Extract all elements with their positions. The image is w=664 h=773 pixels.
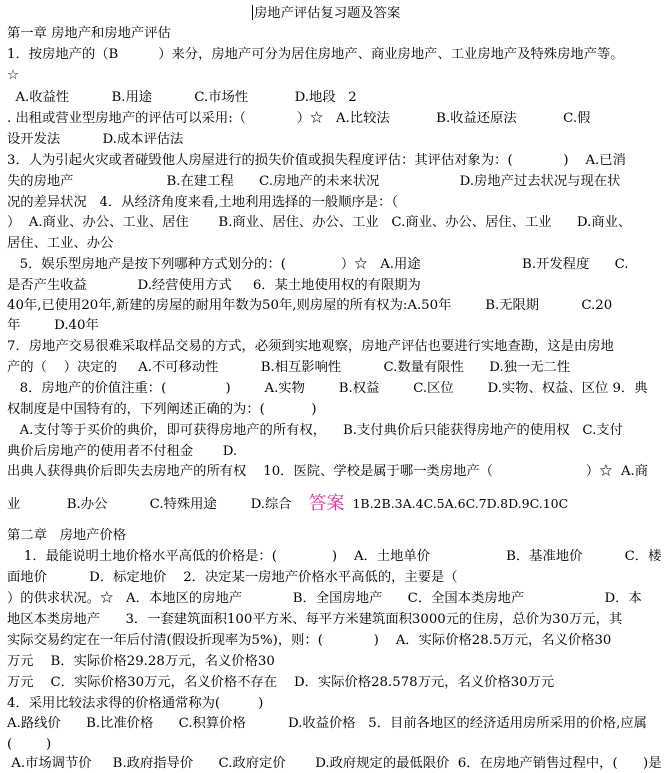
title-text: 房地产评估复习题及答案 (254, 6, 401, 21)
answer-values: 1B.2B.3A.4C.5A.6C.7D.8D.9C.10C (344, 496, 569, 511)
question-line: 失的房地产 B.在建工程 C.房地产的未来状况 D.房地产过去状况与现在状 (7, 174, 621, 189)
chapter2-heading: 第二章 房地产价格 (7, 528, 127, 543)
question-line: ☆ (7, 68, 19, 83)
question-line: 40年,已使用20年,新建的房屋的耐用年数为50年,则房屋的所有权为:A.50年 B.无限期 C.20 (7, 298, 613, 313)
question-line: 8．房地产的价值注重：( ) A.实物 B.权益 C.区位 D.实物、权益、区位 9．典 (7, 381, 648, 396)
question-line: 是否产生收益 D.经营使用方式 6．某土地使用权的有限期为 (7, 278, 421, 293)
question-line: ( ) (7, 737, 52, 752)
question-line: 5．娱乐型房地产是按下列哪种方式划分的：( ）☆ A.用途 B.开发程度 C. (7, 257, 629, 272)
question-line: 实际交易约定在一年后付清(假设折现率为5%)，则：( ) A．实际价格28.5万元，名义价格30 (7, 633, 612, 648)
question-line: 年 D.40年 (7, 318, 99, 333)
question-line: A.收益性 B.用途 C.市场性 D.地段 2 (7, 90, 357, 105)
question-line: 3．人为引起火灾或者碰毁他人房屋进行的损失价值或损失程度评估：其评估对象为：( ) A.已消 (7, 153, 626, 168)
question-line: . 出租或营业型房地产的评估可以采用:（ ）☆ A.比较法 B.收益还原法 C.假 (7, 111, 591, 126)
question-line: 1．按房地产的（B ）来分，房地产可分为居住房地产、商业房地产、工业房地产及特殊房地产等。 (7, 47, 624, 62)
question-line: 出典人获得典价后即失去房地产的所有权 10．医院、学校是属于哪一类房地产（ ）☆ A.商 (7, 464, 649, 479)
question-line: 产的（ ）决定的 A.不可移动性 B.相互影响性 C.数量有限性 D.独一无二性 (7, 360, 571, 375)
document-title (252, 5, 400, 22)
question-line: 况的差异状况 4．从经济角度来看,土地利用选择的一般顺序是：（ (7, 195, 399, 210)
question-line: ）的供求状况。☆ A．本地区的房地产 B．全国房地产 C．全国本类房地产 D．本 (7, 591, 642, 606)
answer-line-prefix: 业 B.办公 C.特殊用途 D.综合 (7, 497, 309, 512)
question-line: 设开发法 D.成本评估法 (7, 132, 184, 147)
question-line: 面地价 D．标定地价 2．决定某一房地产价格水平高低的，主要是（ (7, 570, 458, 585)
question-line: A.支付等于买价的典价，即可获得房地产的所有权， B.支付典价后只能获得房地产的使用权 C.支付 (7, 423, 623, 438)
question-line: 居住、工业、办公 (7, 236, 114, 251)
answer-label: 答案 (308, 493, 345, 514)
question-line: 权制度是中国特有的，下列阐述正确的为：( ) (7, 402, 317, 417)
text-cursor (252, 5, 253, 20)
question-line: 万元 B．实际价格29.28万元，名义价格30 (7, 654, 275, 669)
question-line: A.市场调节价 B.政府指导价 C.政府定价 D.政府规定的最低限价 6．在房地产销售过程中，( )是 (7, 756, 662, 771)
question-line: 地区本类房地产 3．一套建筑面积100平方米、每平方米建筑面积3000元的住房，总价为30万元，其 (7, 612, 623, 627)
question-line: 万元 C．实际价格30万元，名义价格不存在 D．实际价格28.578万元，名义价格30万元 (7, 675, 555, 690)
question-line: 4．采用比较法求得的价格通常称为( ) (7, 696, 264, 711)
question-line: 7．房地产交易很难采取样品交易的方式，必须到实地观察，房地产评估也要进行实地查勘，这是由房地 (7, 339, 614, 354)
question-line: 1．最能说明土地价格水平高低的价格是：( ) A．土地单价 B．基准地价 C．楼 (7, 549, 662, 564)
question-line: ） A.商业、办公、工业、居住 B.商业、居住、办公、工业 C.商业、办公、居住、工业 D.商业、 (7, 215, 632, 230)
chapter1-heading: 第一章 房地产和房地产评估 (7, 26, 171, 41)
answer-line (7, 493, 569, 514)
question-line: A.路线价 B.比准价格 C.积算价格 D.收益价格 5．目前各地区的经济适用房所采用的价格,应属 (7, 716, 647, 731)
question-line: 典价后房地产的使用者不付租金 D. (7, 444, 238, 459)
